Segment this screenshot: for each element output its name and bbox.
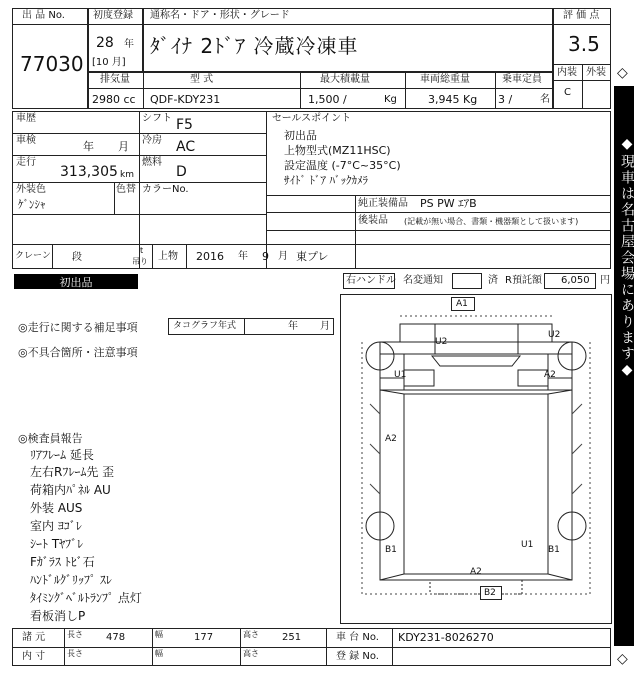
dimensions-label: 諸 元 xyxy=(22,632,46,643)
sales-point-line: 上物型式(MZ11HSC) xyxy=(284,144,391,157)
max-load-unit: Kg xyxy=(384,94,397,105)
ac-value: AC xyxy=(176,139,196,155)
damage-label-u1-right: U1 xyxy=(521,540,534,550)
equipment-label: 純正装備品 xyxy=(358,198,408,209)
sales-point-line: 初出品 xyxy=(284,129,317,142)
body-maker: 東プレ xyxy=(296,250,329,263)
damage-label-b1-right: B1 xyxy=(548,545,560,555)
section-inspector: ◎検査員報告 xyxy=(18,432,83,445)
length-label: 長さ xyxy=(67,630,83,639)
ac-label: 冷房 xyxy=(142,135,162,146)
crane-label: クレーン xyxy=(15,251,51,261)
height-value: 251 xyxy=(282,632,302,643)
capacity-label: 乗車定員 xyxy=(502,74,542,85)
damage-label-a2-right: A2 xyxy=(544,370,556,380)
max-load-label: 最大積載量 xyxy=(320,74,370,85)
gross-weight-label: 車両総重量 xyxy=(420,74,470,85)
body-label: 上物 xyxy=(158,251,178,262)
first-registration-year-unit: 年 xyxy=(124,39,134,50)
tacho-label: タコグラフ年式 xyxy=(173,321,237,331)
fuel-value: D xyxy=(176,164,187,180)
section-driving: ◎走行に関する補足事項 xyxy=(18,321,138,334)
right-handle: 右ハンドル xyxy=(346,275,396,286)
tacho-month: 月 xyxy=(320,321,330,332)
sales-points-label: セールスポイント xyxy=(272,113,352,124)
color-value: ｹﾞﾝｼｬ xyxy=(18,198,46,211)
lot-number: 77030 xyxy=(20,52,84,76)
displacement: 2980 cc xyxy=(92,93,136,106)
chassis-label: 車 台 No. xyxy=(336,632,379,643)
crane-ton-top: t xyxy=(140,246,144,255)
inspector-item: 左右Rﾌﾚｰﾑ先 歪 xyxy=(30,465,115,479)
lot-number-label: 出 品 No. xyxy=(22,10,65,21)
sales-point-line: 設定温度 (-7°C~35°C) xyxy=(284,159,401,172)
fuel-label: 燃料 xyxy=(142,157,162,168)
model-type: QDF-KDY231 xyxy=(150,93,221,106)
length-value: 478 xyxy=(106,632,126,643)
interior-label: 内装 xyxy=(557,67,577,78)
inspection-year: 年 xyxy=(83,140,94,153)
interior-value: C xyxy=(564,87,571,98)
registration-label: 登 録 No. xyxy=(336,651,379,662)
section-defects: ◎不具合箇所・注意事項 xyxy=(18,346,138,359)
rating-label: 評 価 点 xyxy=(563,10,600,21)
body-month-unit: 月 xyxy=(278,251,288,262)
recycle-amount: 6,050 xyxy=(561,275,590,286)
displacement-label: 排気量 xyxy=(100,74,130,85)
recycle-done: 済 xyxy=(488,275,498,286)
shift-value: F5 xyxy=(176,117,193,133)
width-label: 幅 xyxy=(155,630,163,639)
damage-label-b2: B2 xyxy=(484,588,496,598)
inspector-item: 荷箱内ﾊﾟﾈﾙ AU xyxy=(30,483,111,497)
crane-stage: 段 xyxy=(72,252,82,263)
sales-point-line: ｻｲﾄﾞ ﾄﾞｱ ﾊﾞｯｸｶﾒﾗ xyxy=(284,174,368,187)
first-registration-label: 初度登録 xyxy=(93,10,133,21)
width-value: 177 xyxy=(194,632,214,643)
inspection-label: 車検 xyxy=(16,135,36,146)
exterior-label: 外装 xyxy=(586,67,606,78)
capacity-unit: 名 xyxy=(540,94,550,105)
inspector-item: ﾘｱﾌﾚｰﾑ 延長 xyxy=(30,448,94,462)
height-label: 高さ xyxy=(243,630,259,639)
body-month: 9 xyxy=(262,250,269,263)
damage-label-a2-mid: A2 xyxy=(385,434,397,444)
damage-label-u1-left: U1 xyxy=(394,370,407,380)
capacity: 3 / xyxy=(498,93,513,106)
mileage-value: 313,305 xyxy=(60,164,118,180)
damage-label-a1: A1 xyxy=(456,299,468,309)
inner-width-label: 幅 xyxy=(155,649,163,658)
shift-label: シフト xyxy=(142,113,172,124)
crane-ton-bottom: 吊り xyxy=(132,257,148,266)
color-change-label: 色替 xyxy=(116,184,136,195)
rating-value: 3.5 xyxy=(568,32,600,56)
inner-length-label: 長さ xyxy=(67,649,83,658)
inner-height-label: 高さ xyxy=(243,649,259,658)
body-year-unit: 年 xyxy=(238,251,248,262)
location-banner-text: ◆現車は名古屋会場にあります◆ xyxy=(619,136,635,380)
aftermarket-note: (記載が無い場合、書類・機器類として扱います) xyxy=(404,217,579,226)
mileage-unit: km xyxy=(120,170,134,180)
mileage-label: 走行 xyxy=(16,157,36,168)
inspector-item: 看板消しP xyxy=(30,609,86,623)
equipment-value: PS PW ｴｱB xyxy=(420,197,477,210)
car-name: ﾀﾞｲﾅ 2ﾄﾞｱ 冷蔵冷凍車 xyxy=(150,34,359,58)
color-label: 外装色 xyxy=(16,184,46,195)
damage-label-u2-right: U2 xyxy=(548,330,561,340)
color-no-label: カラーNo. xyxy=(142,184,189,195)
inspection-month: 月 xyxy=(118,140,129,153)
chassis-number: KDY231-8026270 xyxy=(398,631,494,644)
first-registration-month: [10 月] xyxy=(92,57,126,68)
inspector-item: 外装 AUS xyxy=(30,501,83,515)
first-listing-banner: 初出品 xyxy=(14,274,138,289)
aftermarket-label: 後装品 xyxy=(358,215,388,226)
recycle-label: R預託額 xyxy=(505,275,542,286)
first-registration-year: 28 xyxy=(96,35,114,51)
inspector-item: 室内 ﾖｺﾞﾚ xyxy=(30,519,82,533)
inspector-item: ﾀｲﾐﾝｸﾞﾍﾞﾙﾄﾗﾝﾌﾟ 点灯 xyxy=(30,591,142,605)
name-change-box xyxy=(452,273,482,289)
recycle-unit: 円 xyxy=(600,275,610,286)
inspector-item: ｼｰﾄ Tﾔﾌﾞﾚ xyxy=(30,537,84,551)
tacho-year: 年 xyxy=(288,321,298,332)
inspector-item: ﾊﾝﾄﾞﾙｸﾞﾘｯﾌﾟ ｽﾚ xyxy=(30,573,112,587)
damage-label-b1-left: B1 xyxy=(385,545,397,555)
damage-label-u2-left: U2 xyxy=(435,337,448,347)
side-arrow-top: ◇ xyxy=(617,65,628,81)
damage-label-a2-bottom: A2 xyxy=(470,567,482,577)
body-year: 2016 xyxy=(196,250,224,263)
history-label: 車歴 xyxy=(16,113,36,124)
location-banner xyxy=(614,86,634,646)
side-arrow-bottom: ◇ xyxy=(617,651,628,667)
max-load: 1,500 / xyxy=(308,93,347,106)
name-change-label: 名変通知 xyxy=(403,275,443,286)
model-type-label: 型 式 xyxy=(190,74,214,85)
inner-dimensions-label: 内 寸 xyxy=(22,651,46,662)
inspector-item: Fｶﾞﾗｽ ﾄﾋﾞ石 xyxy=(30,555,95,569)
gross-weight: 3,945 Kg xyxy=(428,93,478,106)
car-name-label: 通称名・ドア・形状・グレード xyxy=(150,10,290,21)
